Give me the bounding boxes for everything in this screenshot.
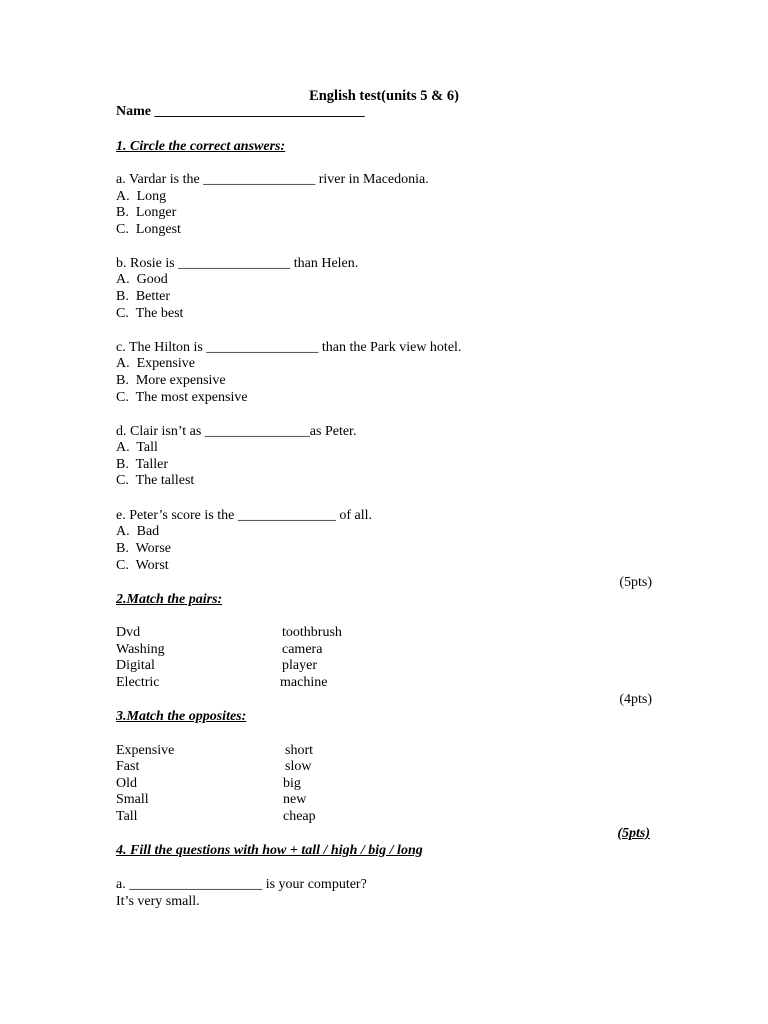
pair-left-item: Washing: [116, 642, 165, 657]
question-a-option: C. Longest: [116, 222, 181, 237]
question-b-option: C. The best: [116, 306, 184, 321]
question-a-option: A. Long: [116, 189, 167, 204]
section3-points: (5pts): [617, 826, 650, 841]
question-c-stem: c. The Hilton is ________________ than the Park view hotel.: [116, 340, 462, 355]
section1-heading: 1. Circle the correct answers:: [116, 139, 286, 154]
question-d-option: A. Tall: [116, 440, 158, 455]
section2-points: (4pts): [619, 692, 652, 707]
question-e-option: B. Worse: [116, 541, 172, 556]
opposite-left-item: Expensive: [116, 743, 175, 758]
question-d-stem: d. Clair isn’t as _______________as Peter.: [116, 424, 357, 439]
question-c-option: A. Expensive: [116, 356, 195, 371]
question-e-option: A. Bad: [116, 524, 160, 539]
opposite-left-item: Fast: [116, 759, 140, 774]
name-field-line: Name ______________________________: [116, 104, 365, 119]
opposite-right-item: slow: [285, 759, 312, 774]
section3-heading: 3.Match the opposites:: [116, 709, 247, 724]
opposite-left-item: Old: [116, 776, 137, 791]
opposite-left-item: Tall: [116, 809, 138, 824]
question-c-option: B. More expensive: [116, 373, 226, 388]
section4-question-a: a. ___________________ is your computer?: [116, 877, 367, 892]
opposite-right-item: cheap: [283, 809, 316, 824]
section4-heading: 4. Fill the questions with how + tall / high / big / long: [116, 843, 423, 858]
pair-right-item: camera: [282, 642, 323, 657]
question-d-option: C. The tallest: [116, 473, 195, 488]
pair-right-item: toothbrush: [282, 625, 342, 640]
pair-left-item: Digital: [116, 658, 155, 673]
question-e-option: C. Worst: [116, 558, 169, 573]
section1-points: (5pts): [619, 575, 652, 590]
question-c-option: C. The most expensive: [116, 390, 248, 405]
page-title: English test(units 5 & 6): [309, 88, 459, 104]
opposite-left-item: Small: [116, 792, 149, 807]
question-b-option: B. Better: [116, 289, 171, 304]
question-a-stem: a. Vardar is the ________________ river in Macedonia.: [116, 172, 429, 187]
question-a-option: B. Longer: [116, 205, 177, 220]
question-e-stem: e. Peter’s score is the ______________ of all.: [116, 508, 372, 523]
pair-right-item: machine: [280, 675, 328, 690]
question-b-stem: b. Rosie is ________________ than Helen.: [116, 256, 359, 271]
section4-answer-a: It’s very small.: [116, 894, 200, 909]
opposite-right-item: new: [283, 792, 307, 807]
pair-right-item: player: [282, 658, 317, 673]
question-d-option: B. Taller: [116, 457, 169, 472]
question-b-option: A. Good: [116, 272, 168, 287]
section2-heading: 2.Match the pairs:: [116, 592, 223, 607]
pair-left-item: Electric: [116, 675, 160, 690]
opposite-right-item: big: [283, 776, 301, 791]
opposite-right-item: short: [285, 743, 313, 758]
pair-left-item: Dvd: [116, 625, 141, 640]
